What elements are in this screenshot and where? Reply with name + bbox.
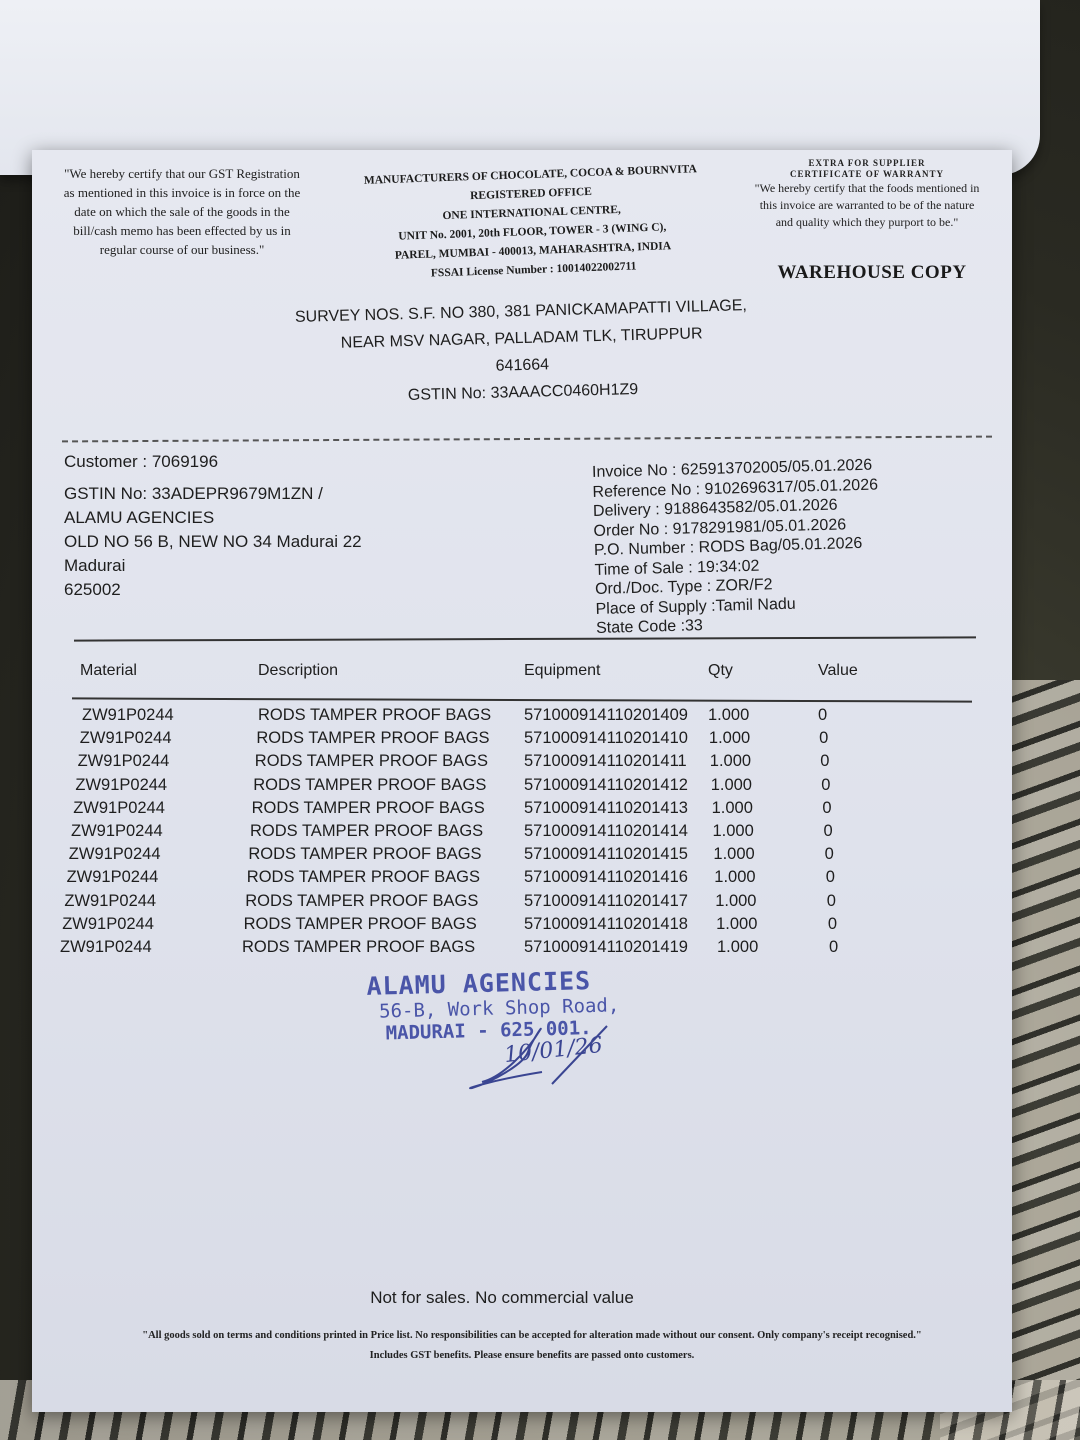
cell-value: 0 <box>829 937 839 956</box>
stamp-name: ALAMU AGENCIES <box>366 966 592 1001</box>
cell-value: 0 <box>820 752 830 771</box>
cell-equipment: 571000914110201413 <box>524 798 688 817</box>
cell-qty: 1.000 <box>712 821 754 840</box>
header-description: Description <box>258 662 339 679</box>
table-row <box>32 868 1012 891</box>
not-for-sale-notice: Not for sales. No commercial value <box>370 1288 634 1307</box>
cell-equipment: 571000914110201418 <box>524 914 688 933</box>
table-top-rule <box>74 636 976 641</box>
cell-description: RODS TAMPER PROOF BAGS <box>246 868 480 887</box>
cell-description: RODS TAMPER PROOF BAGS <box>242 937 476 956</box>
terms-footer <box>92 1326 972 1366</box>
stamp-address: 56-B, Work Shop Road, <box>378 994 620 1023</box>
company-line: PAREL, MUMBAI - 400013, MAHARASHTRA, INDIA <box>394 240 672 262</box>
cell-description: RODS TAMPER PROOF BAGS <box>245 891 479 910</box>
invoice-sheet <box>32 150 1012 1412</box>
header-qty: Qty <box>708 662 733 679</box>
plant-line: NEAR MSV NAGAR, PALLADAM TLK, TIRUPPUR <box>340 325 703 352</box>
cell-material: ZW91P0244 <box>82 706 174 724</box>
cell-description: RODS TAMPER PROOF BAGS <box>243 914 477 933</box>
cell-material: ZW91P0244 <box>73 798 165 817</box>
extra-label: EXTRA FOR SUPPLIER <box>808 158 926 168</box>
cell-description: RODS TAMPER PROOF BAGS <box>251 798 485 817</box>
customer-address: OLD NO 56 B, NEW NO 34 Madurai 22 <box>64 532 362 551</box>
cell-qty: 1.000 <box>717 937 759 956</box>
customer-pin: 625002 <box>64 580 121 599</box>
cell-description: RODS TAMPER PROOF BAGS <box>256 729 490 748</box>
cell-value: 0 <box>821 775 831 794</box>
reference-number: Reference No : 9102696317/05.01.2026 <box>592 476 879 501</box>
plant-gstin: GSTIN No: 33AAACC0460H1Z9 <box>407 380 639 404</box>
customer-gstin: GSTIN No: 33ADEPR9679M1ZN / <box>64 484 323 503</box>
cell-equipment: 571000914110201412 <box>524 775 688 794</box>
cell-material: ZW91P0244 <box>60 937 152 956</box>
plant-line: 641664 <box>495 356 550 375</box>
copy-label: WAREHOUSE COPY <box>777 262 967 283</box>
cell-description: RODS TAMPER PROOF BAGS <box>248 845 482 864</box>
cell-equipment: 571000914110201419 <box>524 937 688 956</box>
gst-note: Includes GST benefits. Please ensure benefits are passed onto customers. <box>369 1350 695 1361</box>
cell-qty: 1.000 <box>714 868 756 887</box>
header-equipment: Equipment <box>524 662 601 679</box>
signature-date: 10/01/26 <box>502 1032 604 1069</box>
cell-value: 0 <box>825 868 835 887</box>
cell-description: RODS TAMPER PROOF BAGS <box>254 752 488 771</box>
delivery-number: Delivery : 9188643582/05.01.2026 <box>592 496 838 520</box>
company-line: UNIT No. 2001, 20th FLOOR, TOWER - 3 (WING C), <box>398 221 667 243</box>
cell-value: 0 <box>819 729 829 748</box>
cell-value: 0 <box>823 821 833 840</box>
invoice-number: Invoice No : 625913702005/05.01.2026 <box>591 456 873 481</box>
plant-address <box>271 291 774 412</box>
cell-qty: 1.000 <box>708 706 750 724</box>
customer-block <box>64 450 464 602</box>
cell-equipment: 571000914110201411 <box>524 752 687 771</box>
header-value: Value <box>818 662 858 679</box>
gst-certificate: "We hereby certify that our GST Registration as mentioned in this invoice is in force on the date on which the sale of the goods in the bill/cash memo has been effected by us in regular course of our business." <box>63 166 301 257</box>
cell-qty: 1.000 <box>708 729 751 748</box>
cell-material: ZW91P0244 <box>77 752 170 771</box>
company-line: ONE INTERNATIONAL CENTRE, <box>442 203 621 223</box>
po-number: P.O. Number : RODS Bag/05.01.2026 <box>593 534 863 559</box>
state-code: State Code :33 <box>595 617 704 637</box>
table-row <box>32 892 1012 915</box>
cell-value: 0 <box>824 845 834 864</box>
company-line: MANUFACTURERS OF CHOCOLATE, COCOA & BOURNVITA <box>363 163 697 187</box>
cell-equipment: 571000914110201409 <box>524 706 688 724</box>
cell-material: ZW91P0244 <box>71 821 163 840</box>
cell-value: 0 <box>827 914 838 933</box>
table-row <box>32 776 1012 799</box>
table-row <box>32 938 1012 961</box>
cell-qty: 1.000 <box>711 798 753 817</box>
header-material: Material <box>80 662 137 679</box>
table-row <box>32 915 1012 938</box>
cell-qty: 1.000 <box>709 752 752 771</box>
cell-material: ZW91P0244 <box>79 729 172 748</box>
cell-material: ZW91P0244 <box>68 845 161 864</box>
table-header-rule <box>72 697 972 702</box>
cell-material: ZW91P0244 <box>75 775 168 794</box>
cell-value: 0 <box>822 798 832 817</box>
cell-equipment: 571000914110201414 <box>524 821 688 840</box>
table-row <box>32 845 1012 868</box>
table-row <box>32 822 1012 845</box>
warranty-certificate <box>752 158 982 231</box>
table-row <box>32 706 1012 729</box>
cell-material: ZW91P0244 <box>64 891 157 910</box>
cell-equipment: 571000914110201416 <box>524 868 688 887</box>
cell-equipment: 571000914110201417 <box>524 891 688 910</box>
cell-qty: 1.000 <box>715 891 757 910</box>
stamp-city: MADURAI - 625 001. <box>385 1017 592 1045</box>
table-row <box>32 799 1012 822</box>
table-row <box>32 752 1012 775</box>
cell-description: RODS TAMPER PROOF BAGS <box>253 775 487 794</box>
warranty-title: CERTIFICATE OF WARRANTY <box>789 169 945 179</box>
cell-equipment: 571000914110201415 <box>524 845 688 864</box>
cell-description: RODS TAMPER PROOF BAGS <box>250 821 484 840</box>
cell-material: ZW91P0244 <box>62 914 154 933</box>
dashed-divider <box>62 436 992 443</box>
company-line: REGISTERED OFFICE <box>469 185 593 203</box>
place-of-supply: Place of Supply :Tamil Nadu <box>595 595 796 618</box>
cell-value: 0 <box>826 891 836 910</box>
table-row <box>32 729 1012 752</box>
time-of-sale: Time of Sale : 19:34:02 <box>594 557 760 579</box>
warranty-text: "We hereby certify that the foods mentioned in this invoice are warranted to be of the nature and quality which they purport to be." <box>754 181 980 229</box>
cell-qty: 1.000 <box>710 775 752 794</box>
cell-equipment: 571000914110201410 <box>524 729 688 748</box>
cell-qty: 1.000 <box>716 914 758 933</box>
cell-value: 0 <box>818 706 828 724</box>
customer-city: Madurai <box>64 556 126 575</box>
doc-type: Ord./Doc. Type : ZOR/F2 <box>594 576 773 598</box>
cell-material: ZW91P0244 <box>66 868 159 887</box>
invoice-details <box>592 453 976 638</box>
company-line: FSSAI License Number : 10014022002711 <box>430 260 637 280</box>
folded-previous-page <box>0 0 1040 175</box>
table-body <box>32 706 1012 961</box>
terms-text: "All goods sold on terms and conditions printed in Price list. No responsibilities can be accepted for alteration made without our consent. Only company's receipt recognised." <box>142 1330 922 1341</box>
customer-id: Customer : 7069196 <box>64 452 219 471</box>
plant-line: SURVEY NOS. S.F. NO 380, 381 PANICKAMAPATTI VILLAGE, <box>294 297 748 326</box>
order-number: Order No : 9178291981/05.01.2026 <box>593 515 847 540</box>
company-header <box>330 159 734 287</box>
cell-qty: 1.000 <box>713 845 755 864</box>
customer-name: ALAMU AGENCIES <box>64 508 215 527</box>
cell-description: RODS TAMPER PROOF BAGS <box>258 706 492 724</box>
